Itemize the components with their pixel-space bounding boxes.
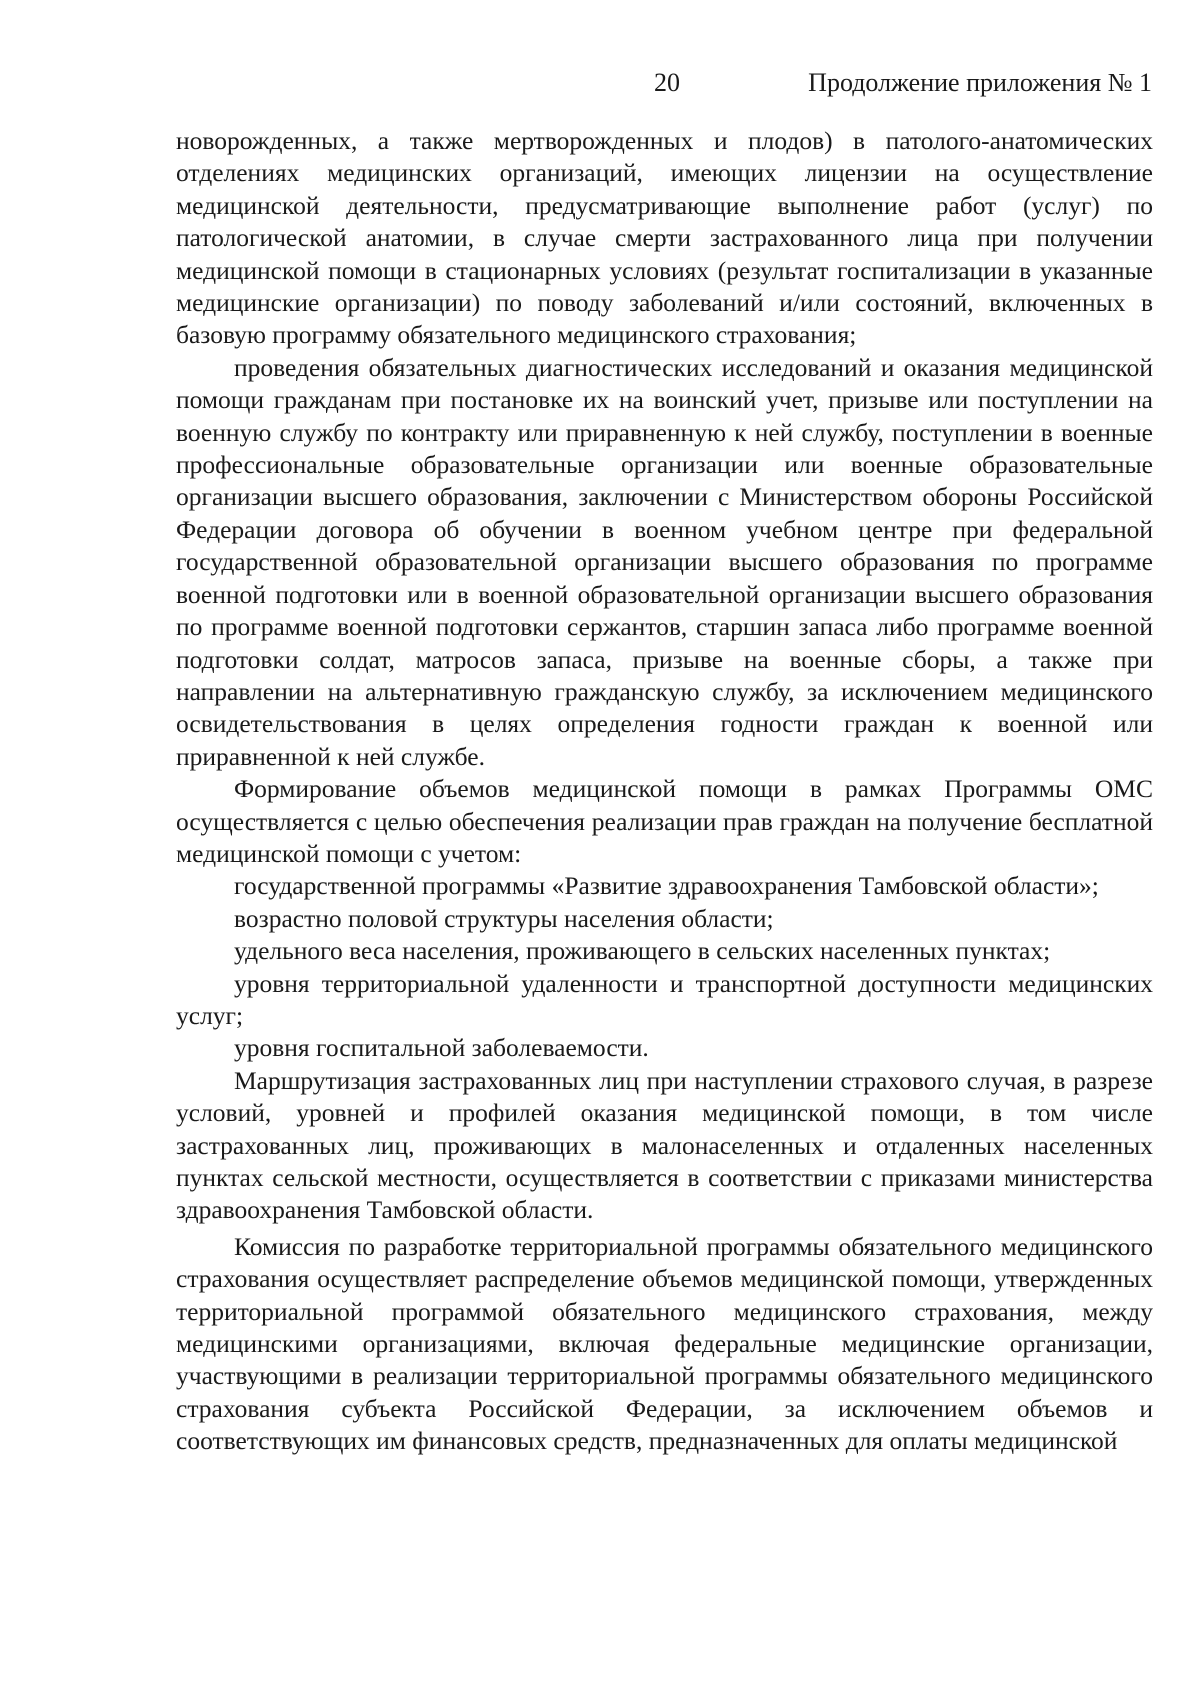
- paragraph-military-examinations: проведения обязательных диагностических исследований и оказания медицинской помощи гражданам при постановке их на воинский учет, призыве или поступлении на военную службу по контракту или приравненную к ней службу, поступлении в военные профессиональные образовательные организации или военные образовательные организации высшего образования, заключении с Министерством обороны Российской Федерации договора об обучении в военном учебном центре при федеральной государственной образовательной организации высшего образования по программе военной подготовки или в военной образовательной организации высшего образования по программе военной подготовки сержантов, старшин запаса либо программе военной подготовки солдат, матросов запаса, призыве на военные сборы, а также при направлении на альтернативную гражданскую службу, за исключением медицинского освидетельствования в целях определения годности граждан к военной или приравненной к ней службе.: [176, 352, 1153, 771]
- list-item-territorial-remoteness: уровня территориальной удаленности и транспортной доступности медицинских услуг;: [176, 968, 1153, 1030]
- list-item-age-sex-structure: возрастно половой структуры населения области;: [234, 903, 774, 933]
- list-item-state-program: государственной программы «Развитие здравоохранения Тамбовской области»;: [234, 871, 1099, 901]
- page-number: 20: [654, 68, 680, 97]
- page-header: [176, 63, 1152, 103]
- paragraph-commission: Комиссия по разработке территориальной программы обязательного медицинского страхования осуществляет распределение объемов медицинской помощи, утвержденных территориальной программой обязательного медицинского страхования, между медицинскими организациями, включая федеральные медицинские организации, участвующими в реализации территориальной программы обязательного медицинского страхования субъекта Российской Федерации, за исключением объемов и соответствующих им финансовых средств, предназначенных для оплаты медицинской: [176, 1231, 1153, 1456]
- appendix-label: Продолжение приложения № 1: [808, 68, 1152, 97]
- list-item-hospital-morbidity: уровня госпитальной заболеваемости.: [234, 1033, 649, 1063]
- paragraph-routing: Маршрутизация застрахованных лиц при наступлении страхового случая, в разрезе условий, уровней и профилей оказания медицинской помощи, в том числе застрахованных лиц, проживающих в малонаселенных и отдаленных населенных пунктах сельской местности, осуществляется в соответствии с приказами министерства здравоохранения Тамбовской области.: [176, 1065, 1153, 1225]
- list-item-rural-population: удельного веса населения, проживающего в сельских населенных пунктах;: [234, 936, 1051, 966]
- paragraph-volume-formation: Формирование объемов медицинской помощи в рамках Программы ОМС осуществляется с целью обеспечения реализации прав граждан на получение бесплатной медицинской помощи с учетом:: [176, 774, 1153, 868]
- paragraph-continuation: новорожденных, а также мертворожденных и плодов) в патолого-анатомических отделениях медицинских организаций, имеющих лицензии на осуществление медицинской деятельности, предусматривающие выполнение работ (услуг) по патологической анатомии, в случае смерти застрахованного лица при получении медицинской помощи в стационарных условиях (результат госпитализации в указанные медицинские организации) по поводу заболеваний и/или состояний, включенных в базовую программу обязательного медицинского страхования;: [176, 126, 1153, 350]
- body-text: [176, 125, 1153, 1458]
